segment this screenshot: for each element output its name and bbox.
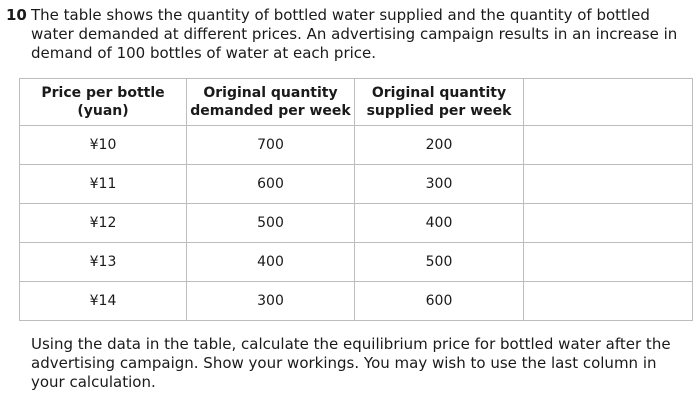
cell-demanded: 600 (187, 165, 355, 204)
header-price (20, 79, 187, 126)
table-header-row (20, 79, 693, 126)
cell-demanded: 400 (187, 243, 355, 282)
table-row (20, 243, 693, 282)
cell-workings[interactable] (524, 126, 693, 165)
cell-workings[interactable] (524, 204, 693, 243)
question-intro: The table shows the quantity of bottled water supplied and the quantity of bottled water demanded at different prices. An advertising campaign results in an increase in demand of 100 bottles of water at each price. (31, 6, 678, 62)
cell-price: ¥10 (20, 126, 187, 165)
table-row (20, 204, 693, 243)
table-row (20, 126, 693, 165)
header-supplied-line1: Original quantity (371, 85, 507, 101)
header-supplied (355, 79, 524, 126)
cell-demanded: 500 (187, 204, 355, 243)
cell-workings[interactable] (524, 243, 693, 282)
cell-supplied: 300 (355, 165, 524, 204)
cell-price: ¥12 (20, 204, 187, 243)
header-workings[interactable] (524, 79, 693, 126)
header-demanded-line1: Original quantity (203, 85, 338, 101)
cell-supplied: 600 (355, 282, 524, 321)
table-row (20, 165, 693, 204)
header-demanded (187, 79, 355, 126)
cell-demanded: 300 (187, 282, 355, 321)
cell-workings[interactable] (524, 165, 693, 204)
cell-price: ¥11 (20, 165, 187, 204)
cell-price: ¥13 (20, 243, 187, 282)
question-block (6, 6, 686, 63)
cell-supplied: 200 (355, 126, 524, 165)
header-price-line2: (yuan) (77, 103, 129, 119)
header-price-line1: Price per bottle (41, 85, 165, 101)
cell-supplied: 500 (355, 243, 524, 282)
question-instructions: Using the data in the table, calculate the equilibrium price for bottled water after the advertising campaign. Show your workings. You may wish to use the last column in your calculation. (31, 335, 671, 391)
header-demanded-line2: demanded per week (190, 103, 351, 119)
data-table (19, 78, 693, 321)
header-supplied-line2: supplied per week (366, 103, 512, 119)
table-row (20, 282, 693, 321)
cell-workings[interactable] (524, 282, 693, 321)
cell-supplied: 400 (355, 204, 524, 243)
cell-demanded: 700 (187, 126, 355, 165)
cell-price: ¥14 (20, 282, 187, 321)
question-number: 10 (6, 6, 27, 24)
question-header (6, 6, 686, 63)
